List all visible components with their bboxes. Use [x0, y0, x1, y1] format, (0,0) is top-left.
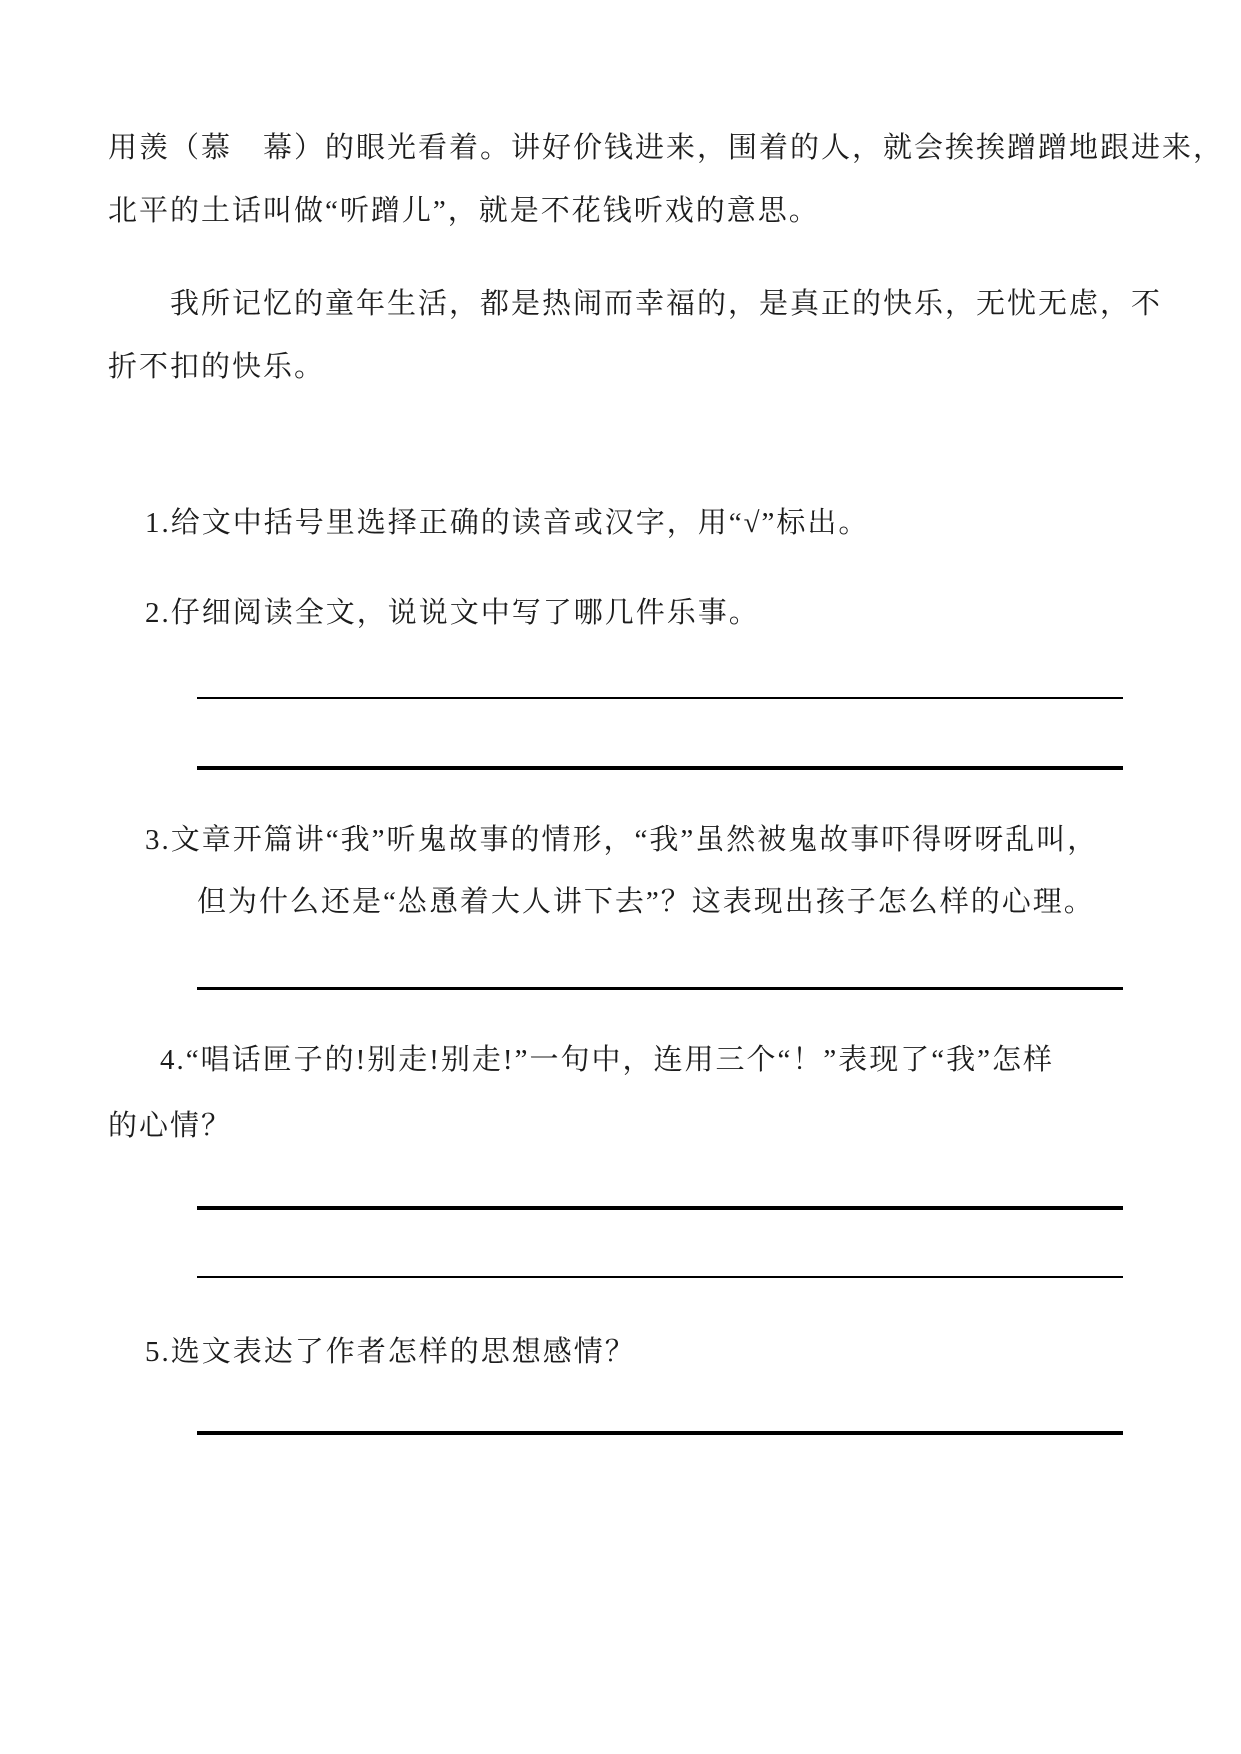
question-5: 5.选文表达了作者怎样的思想感情？: [145, 1336, 636, 1368]
answer-line-q2-1: [197, 697, 1123, 699]
passage-paragraph1-line2: 北平的土话叫做“听蹭儿”，就是不花钱听戏的意思。: [108, 195, 820, 227]
question-1: 1.给文中括号里选择正确的读音或汉字，用“√”标出。: [145, 507, 870, 539]
question-2: 2.仔细阅读全文，说说文中写了哪几件乐事。: [145, 597, 760, 629]
answer-line-q5-1: [197, 1431, 1123, 1435]
answer-line-q2-2: [197, 766, 1123, 770]
question-3-line1: 3.文章开篇讲“我”听鬼故事的情形，“我”虽然被鬼故事吓得呀呀乱叫，: [145, 824, 1099, 856]
question-3-line2: 但为什么还是“怂恿着大人讲下去”？这表现出孩子怎么样的心理。: [197, 886, 1095, 918]
answer-line-q4-1: [197, 1206, 1123, 1210]
question-4-line1: 4.“唱话匣子的!别走!别走!”一句中，连用三个“！”表现了“我”怎样: [160, 1044, 1054, 1076]
question-4-line2: 的心情？: [108, 1110, 233, 1142]
passage-paragraph2-line2: 折不扣的快乐。: [108, 351, 326, 383]
passage-paragraph2-line1: 我所记忆的童年生活，都是热闹而幸福的，是真正的快乐，无忧无虑，不: [170, 288, 1163, 320]
answer-line-q4-2: [197, 1276, 1123, 1278]
answer-line-q3-1: [197, 987, 1123, 990]
passage-paragraph1-line1: 用羡（慕 幕）的眼光看着。讲好价钱进来，围着的人，就会挨挨蹭蹭地跟进来，: [108, 132, 1225, 164]
